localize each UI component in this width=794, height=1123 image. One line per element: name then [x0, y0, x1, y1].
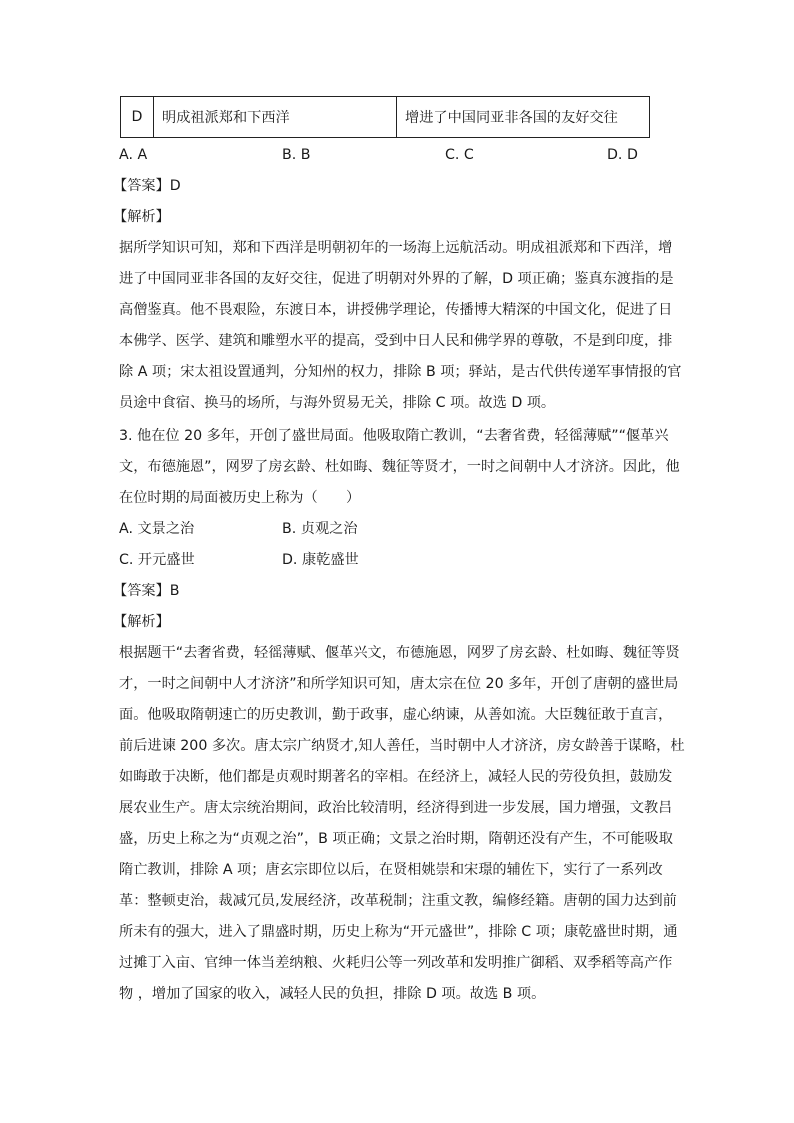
- q2-option-b: B. B: [282, 147, 311, 163]
- q3-analysis-label: 【解析】: [113, 614, 170, 630]
- q3-analysis-line: 物 ，增加了国家的收入，减轻人民的负担，排除 D 项。故选 B 项。: [119, 986, 546, 1002]
- q2-option-c: C. C: [445, 147, 474, 163]
- q3-analysis-line: 盛，历史上称之为“贞观之治”，B 项正确；文景之治时期，隋朝还没有产生，不可能吸取: [119, 831, 673, 847]
- q3-answer: 【答案】B: [113, 583, 180, 599]
- q2-analysis-line: 进了中国同亚非各国的友好交往，促进了明朝对外界的了解，D 项正确；鉴真东渡指的是: [119, 271, 674, 287]
- q2-analysis-label: 【解析】: [113, 209, 170, 225]
- q2-option-d: D. D: [607, 147, 638, 163]
- q3-analysis-line: 面。他吸取隋朝速亡的历史教训，勤于政事，虚心纳谏，从善如流。大臣魏征敢于直言，: [119, 707, 673, 723]
- q3-analysis-line: 展农业生产。唐太宗统治期间，政治比较清明，经济得到进一步发展，国力增强，文教吕: [119, 800, 673, 816]
- effect-cell: 增进了中国同亚非各国的友好交往: [397, 97, 650, 138]
- q3-option-c: C. 开元盛世: [119, 552, 195, 568]
- q3-analysis-line: 所未有的强大，进入了鼎盛时期，历史上称为“开元盛世”，排除 C 项；康乾盛世时期，通: [119, 924, 678, 940]
- q3-stem-line: 在位时期的局面被历史上称为（ ）: [119, 490, 361, 506]
- event-cell: 明成祖派郑和下西洋: [154, 97, 397, 138]
- q3-stem-line: 文，布德施恩”，网罗了房玄龄、杜如晦、魏征等贤才，一时之间朝中人才济济。因此，他: [119, 459, 680, 475]
- q3-analysis-line: 如晦敢于决断，他们都是贞观时期著名的宰相。在经济上，减轻人民的劳役负担，鼓励发: [119, 769, 673, 785]
- q2-analysis-line: 员途中食宿、换马的场所，与海外贸易无关，排除 C 项。故选 D 项。: [119, 395, 556, 411]
- q3-analysis-line: 革：整顿吏治，裁减冗员,发展经济，改革税制；注重文教，编修经籍。唐朝的国力达到前: [119, 893, 677, 909]
- q2-analysis-line: 除 A 项；宋太祖设置通判，分知州的权力，排除 B 项；驿站，是古代供传递军事情报的官: [119, 364, 682, 380]
- q2-analysis-line: 据所学知识可知，郑和下西洋是明朝初年的一场海上远航活动。明成祖派郑和下西洋，增: [119, 240, 673, 256]
- q3-analysis-line: 隋亡教训，排除 A 项；唐玄宗即位以后，在贤相姚崇和宋璟的辅佐下，实行了一系列改: [119, 862, 663, 878]
- q3-option-b: B. 贞观之治: [282, 521, 358, 537]
- q2-answer: 【答案】D: [113, 178, 181, 194]
- q3-analysis-line: 根据题干“去奢省费，轻徭薄赋、偃革兴文，布德施恩，网罗了房玄龄、杜如晦、魏征等贤: [119, 645, 680, 661]
- q3-stem-line: 3. 他在位 20 多年，开创了盛世局面。他吸取隋亡教训，“去奢省费，轻徭薄赋”“偃革兴: [119, 428, 669, 444]
- q3-analysis-line: 过摊丁入亩、官绅一体当差纳粮、火耗归公等一列改革和发明推广御稻、双季稻等高产作: [119, 955, 673, 971]
- q3-analysis-line: 前后进谏 200 多次。唐太宗广纳贤才,知人善任，当时朝中人才济济，房女龄善于谋略，杜: [119, 738, 685, 754]
- q3-option-d: D. 康乾盛世: [282, 552, 359, 568]
- q2-analysis-line: 高僧鉴真。他不畏艰险，东渡日本，讲授佛学理论，传播博大精深的中国文化，促进了日: [119, 302, 673, 318]
- q2-option-a: A. A: [119, 147, 148, 163]
- q3-analysis-line: 才，一时之间朝中人才济济”和所学知识可知，唐太宗在位 20 多年，开创了唐朝的盛世局: [119, 676, 679, 692]
- table-row: [121, 97, 650, 138]
- options-table: [120, 96, 650, 138]
- option-letter-cell: D: [121, 97, 154, 138]
- q2-analysis-line: 本佛学、医学、建筑和雕塑水平的提高，受到中日人民和佛学界的尊敬，不是到印度，排: [119, 333, 673, 349]
- q3-option-a: A. 文景之治: [119, 521, 195, 537]
